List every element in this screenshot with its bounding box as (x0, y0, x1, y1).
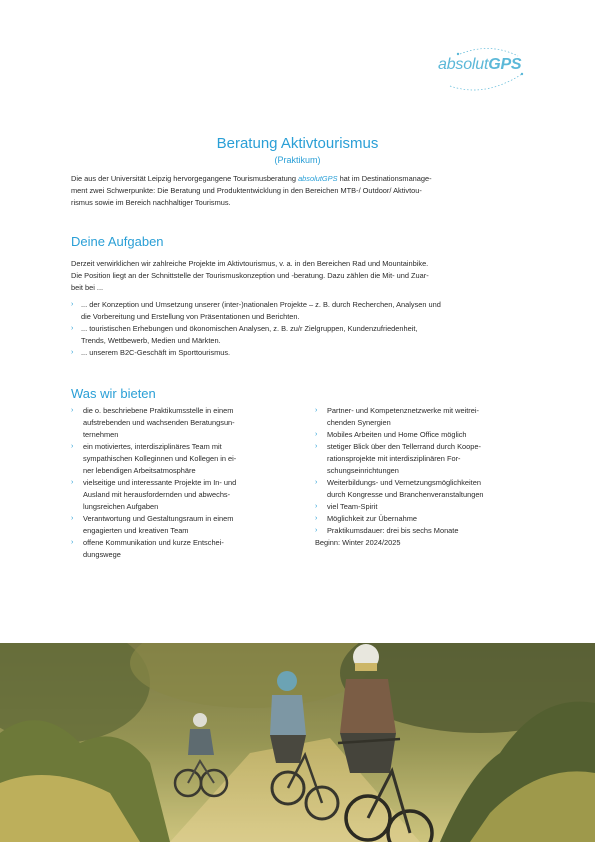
chevron-right-icon: › (71, 539, 74, 546)
list-item: › Verantwortung und Gestaltungsraum in einem engagierten und kreativen Team (71, 514, 234, 535)
bieten-list-right (315, 405, 530, 549)
list-item: › Praktikumsdauer: drei bis sechs Monate (315, 526, 459, 535)
section-heading-bieten: Was wir bieten (71, 386, 156, 401)
list-item: › viel Team-Spirit (315, 502, 378, 511)
brand-name: absolutGPS (298, 174, 338, 183)
list-item: › offene Kommunikation und kurze Entschei- dungswege (71, 538, 224, 559)
section-heading-aufgaben: Deine Aufgaben (71, 234, 164, 249)
list-item: › ein motiviertes, interdisziplinäres Team mit sympathischen Kolleginnen und Kollegen in ei- ner lebendigen Arbeitsatmosphäre (71, 442, 237, 475)
list-item: › stetiger Blick über den Tellerrand durch Koope- rationsprojekte mit interdisziplinären For- schungseinrichtungen (315, 442, 481, 475)
bieten-list-left (71, 405, 281, 561)
chevron-right-icon: › (71, 443, 74, 450)
chevron-right-icon: › (315, 527, 318, 534)
chevron-right-icon: › (315, 407, 318, 414)
chevron-right-icon: › (315, 515, 318, 522)
page-subtitle: (Praktikum) (274, 155, 321, 165)
chevron-right-icon: › (71, 479, 74, 486)
intro-paragraph (71, 173, 525, 209)
intro-line-3: rismus sowie im Bereich nachhaltiger Tourismus. (71, 198, 231, 207)
chevron-right-icon: › (71, 325, 74, 332)
list-item: › ... der Konzeption und Umsetzung unserer (inter-)nationalen Projekte – z. B. durch Recherchen, Analysen und die Vorbereitung und Erstellung von Präsentationen und Berichten. (71, 300, 441, 321)
list-item: › Möglichkeit zur Übernahme (315, 514, 417, 523)
aufgaben-intro-line: beit bei ... (71, 283, 104, 292)
chevron-right-icon: › (315, 503, 318, 510)
start-date: Beginn: Winter 2024/2025 (315, 538, 401, 547)
chevron-right-icon: › (71, 301, 74, 308)
mountain-bikers-photo (0, 643, 595, 842)
company-logo (430, 46, 530, 96)
intro-line-1: Die aus der Universität Leipzig hervorgegangene Tourismusberatung absolutGPS hat im Destinationsmanage- (71, 174, 432, 183)
aufgaben-list (71, 299, 527, 359)
chevron-right-icon: › (71, 349, 74, 356)
list-item: › die o. beschriebene Praktikumsstelle in einem aufstrebenden und wachsenden Beratungsun- ternehmen (71, 406, 235, 439)
chevron-right-icon: › (315, 431, 318, 438)
chevron-right-icon: › (315, 479, 318, 486)
list-item: › vielseitige und interessante Projekte im In- und Ausland mit herausfordernden und abwechs- lungsreichen Aufgaben (71, 478, 237, 511)
page-title: Beratung Aktivtourismus (216, 135, 379, 152)
list-item: › Mobiles Arbeiten und Home Office möglich (315, 430, 467, 439)
hero-photo (0, 643, 595, 842)
list-item: › Weiterbildungs- und Vernetzungsmöglichkeiten durch Kongresse und Branchenveranstaltungen (315, 478, 484, 499)
logo-wordmark: absolutGPS (438, 56, 522, 73)
aufgaben-intro-line: Die Position liegt an der Schnittstelle der Tourismuskonzeption und -beratung. Dazu zählen die Mit- und Zuar- (71, 271, 429, 280)
chevron-right-icon: › (71, 407, 74, 414)
list-item: › ... unserem B2C-Geschäft im Sporttourismus. (71, 348, 231, 357)
chevron-right-icon: › (71, 515, 74, 522)
aufgaben-intro-line: Derzeit verwirklichen wir zahlreiche Projekte im Aktivtourismus, v. a. in den Bereichen Rad und Mountainbike. (71, 259, 429, 268)
list-item: › ... touristischen Erhebungen und ökonomischen Analysen, z. B. zu/r Zielgruppen, Kundenzufriedenheit, Trends, Wettbewerb, Medien und Märkten. (71, 324, 418, 345)
aufgaben-intro (71, 258, 525, 294)
list-item: › Partner- und Kompetenznetzwerke mit weitrei- chenden Synergien (315, 406, 479, 427)
intro-line-2: ment zwei Schwerpunkte: Die Beratung und Produktentwicklung in den Bereichen MTB-/ Outdoor/ Aktivtou- (71, 186, 422, 195)
chevron-right-icon: › (315, 443, 318, 450)
